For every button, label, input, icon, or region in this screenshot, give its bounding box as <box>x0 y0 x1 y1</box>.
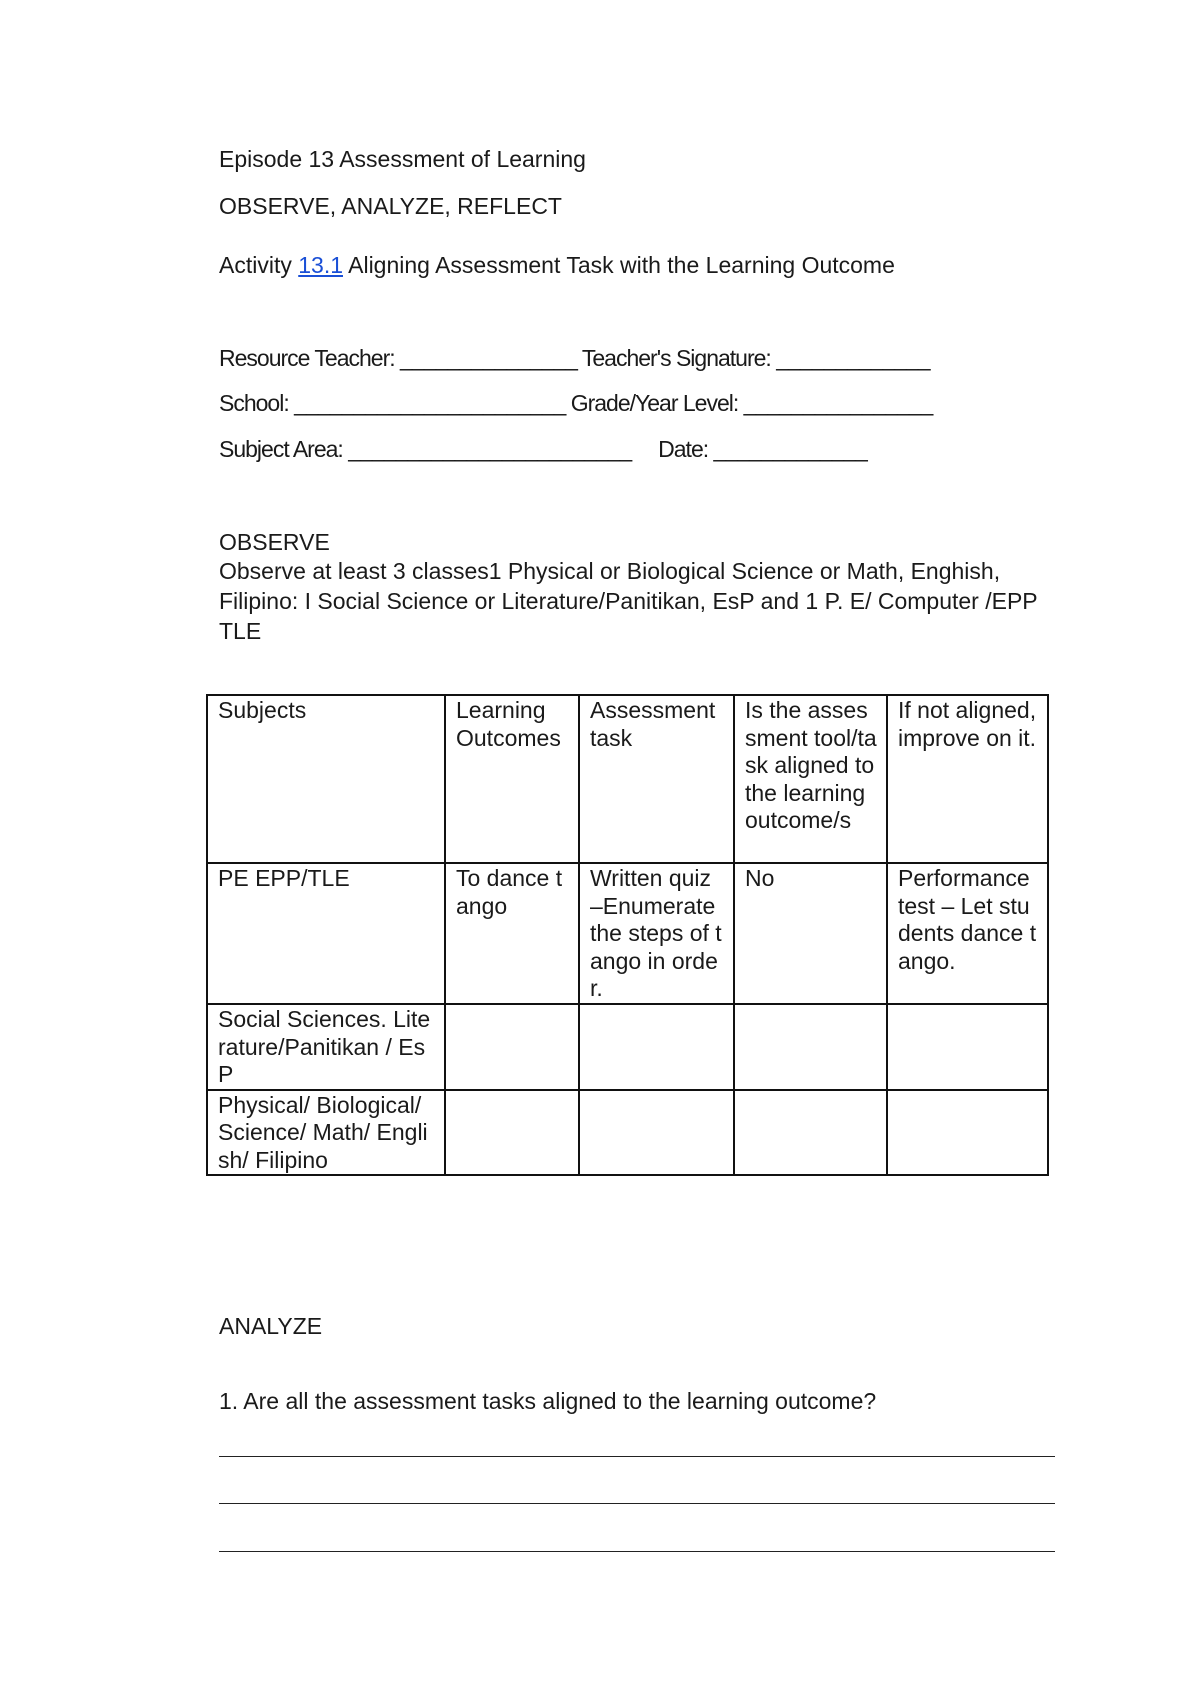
cell-subject: Social Sciences. Literature/Panitikan / EsP <box>207 1004 445 1090</box>
activity-title-text: Aligning Assessment Task with the Learning Outcome <box>343 252 895 278</box>
activity-prefix: Activity <box>219 252 299 278</box>
cell-aligned: No <box>734 863 887 1004</box>
assessment-table <box>206 694 1049 1176</box>
cell-improvement[interactable] <box>887 1090 1048 1176</box>
cell-learning-outcome: To dance tango <box>445 863 579 1004</box>
answer-line[interactable] <box>219 1503 1055 1504</box>
answer-line[interactable] <box>219 1456 1055 1457</box>
header-improve: If not aligned, improve on it. <box>887 695 1048 863</box>
subject-area-line[interactable]: Subject Area: ________________________ Date: _____________ <box>219 436 867 462</box>
cell-subject: Physical/ Biological/ Science/ Math/ English/ Filipino <box>207 1090 445 1176</box>
cell-aligned[interactable] <box>734 1090 887 1176</box>
table-row <box>207 1004 1048 1090</box>
analyze-question-1: 1. Are all the assessment tasks aligned to the learning outcome? <box>219 1388 877 1414</box>
table-header-row <box>207 695 1048 863</box>
activity-title <box>219 251 895 279</box>
cell-improvement[interactable] <box>887 1004 1048 1090</box>
resource-teacher-line[interactable]: Resource Teacher: _______________ Teacher's Signature: _____________ <box>219 345 930 371</box>
episode-title: Episode 13 Assessment of Learning <box>219 146 586 172</box>
school-line[interactable]: School: _______________________ Grade/Year Level: ________________ <box>219 390 933 416</box>
header-learning-outcomes: Learning Outcomes <box>445 695 579 863</box>
header-aligned: Is the assessment tool/task aligned to the learning outcome/s <box>734 695 887 863</box>
header-assessment-task: Assessment task <box>579 695 734 863</box>
observe-heading: OBSERVE <box>219 529 330 555</box>
cell-assessment-task[interactable] <box>579 1004 734 1090</box>
analyze-heading: ANALYZE <box>219 1313 323 1339</box>
cell-subject: PE EPP/TLE <box>207 863 445 1004</box>
section-subtitle: OBSERVE, ANALYZE, REFLECT <box>219 193 562 219</box>
answer-line[interactable] <box>219 1551 1055 1552</box>
header-subjects: Subjects <box>207 695 445 863</box>
cell-learning-outcome[interactable] <box>445 1004 579 1090</box>
cell-assessment-task[interactable] <box>579 1090 734 1176</box>
cell-assessment-task: Written quiz –Enumerate the steps of tango in order. <box>579 863 734 1004</box>
cell-improvement: Performance test – Let students dance tango. <box>887 863 1048 1004</box>
cell-aligned[interactable] <box>734 1004 887 1090</box>
table-row <box>207 863 1048 1004</box>
observe-instructions: Observe at least 3 classes1 Physical or Biological Science or Math, Enghish, Filipino: I Social Science or Literature/Panitikan, EsP and 1 P. E/ Computer /EPP TLE <box>219 558 1038 644</box>
table-row <box>207 1090 1048 1176</box>
cell-learning-outcome[interactable] <box>445 1090 579 1176</box>
activity-number-link[interactable]: 13.1 <box>298 252 343 278</box>
